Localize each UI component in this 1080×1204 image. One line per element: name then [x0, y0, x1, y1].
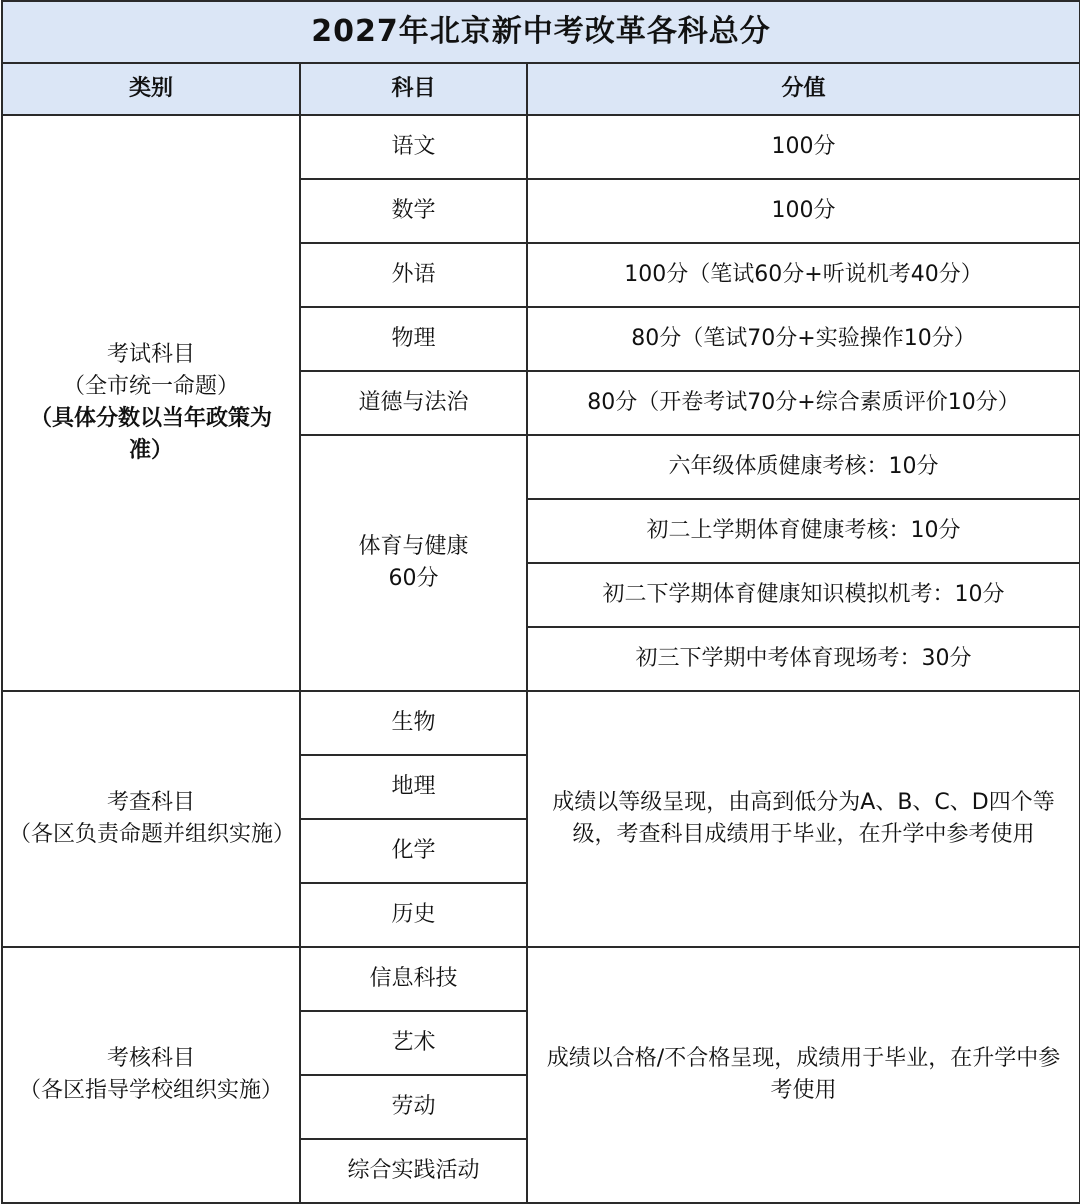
subject-cell: 信息科技	[300, 947, 527, 1011]
category-exam-scope: （全市统一命题）	[62, 374, 239, 399]
subject-pe-name: 体育与健康	[358, 534, 469, 559]
category-exam-title: 考试科目	[106, 342, 195, 367]
score-cell: 初二下学期体育健康知识模拟机考：10分	[527, 563, 1080, 627]
score-table	[1, 0, 1080, 1204]
header-score: 分值	[527, 63, 1080, 115]
score-cell: 100分	[527, 115, 1080, 179]
table-title: 2027年北京新中考改革各科总分	[2, 1, 1080, 63]
score-cell-assess: 成绩以合格/不合格呈现，成绩用于毕业，在升学中参考使用	[527, 947, 1080, 1203]
subject-cell: 综合实践活动	[300, 1139, 527, 1203]
score-cell: 100分	[527, 179, 1080, 243]
subject-cell: 道德与法治	[300, 371, 527, 435]
score-cell: 初三下学期中考体育现场考：30分	[527, 627, 1080, 691]
category-assess-scope: （各区指导学校组织实施）	[18, 1078, 283, 1103]
score-cell: 初二上学期体育健康考核：10分	[527, 499, 1080, 563]
subject-cell: 历史	[300, 883, 527, 947]
category-assess	[2, 947, 300, 1203]
category-check-scope: （各区负责命题并组织实施）	[9, 822, 296, 847]
subject-cell: 生物	[300, 691, 527, 755]
score-cell: 80分（笔试70分+实验操作10分）	[527, 307, 1080, 371]
table-row	[2, 691, 1080, 755]
subject-cell: 语文	[300, 115, 527, 179]
score-cell: 100分（笔试60分+听说机考40分）	[527, 243, 1080, 307]
score-cell: 六年级体质健康考核：10分	[527, 435, 1080, 499]
subject-cell: 艺术	[300, 1011, 527, 1075]
category-exam	[2, 115, 300, 691]
header-subject: 科目	[300, 63, 527, 115]
subject-cell: 化学	[300, 819, 527, 883]
subject-cell: 外语	[300, 243, 527, 307]
subject-cell: 物理	[300, 307, 527, 371]
subject-pe	[300, 435, 527, 691]
table-row	[2, 115, 1080, 179]
score-cell-check: 成绩以等级呈现，由高到低分为A、B、C、D四个等级，考查科目成绩用于毕业，在升学中参考使用	[527, 691, 1080, 947]
subject-cell: 劳动	[300, 1075, 527, 1139]
subject-cell: 数学	[300, 179, 527, 243]
score-cell: 80分（开卷考试70分+综合素质评价10分）	[527, 371, 1080, 435]
subject-pe-total: 60分	[388, 566, 439, 591]
subject-cell: 地理	[300, 755, 527, 819]
category-exam-note: （具体分数以当年政策为准）	[29, 406, 272, 463]
table-row	[2, 947, 1080, 1011]
category-check	[2, 691, 300, 947]
category-assess-title: 考核科目	[106, 1046, 195, 1071]
category-check-title: 考查科目	[106, 790, 195, 815]
header-category: 类别	[2, 63, 300, 115]
